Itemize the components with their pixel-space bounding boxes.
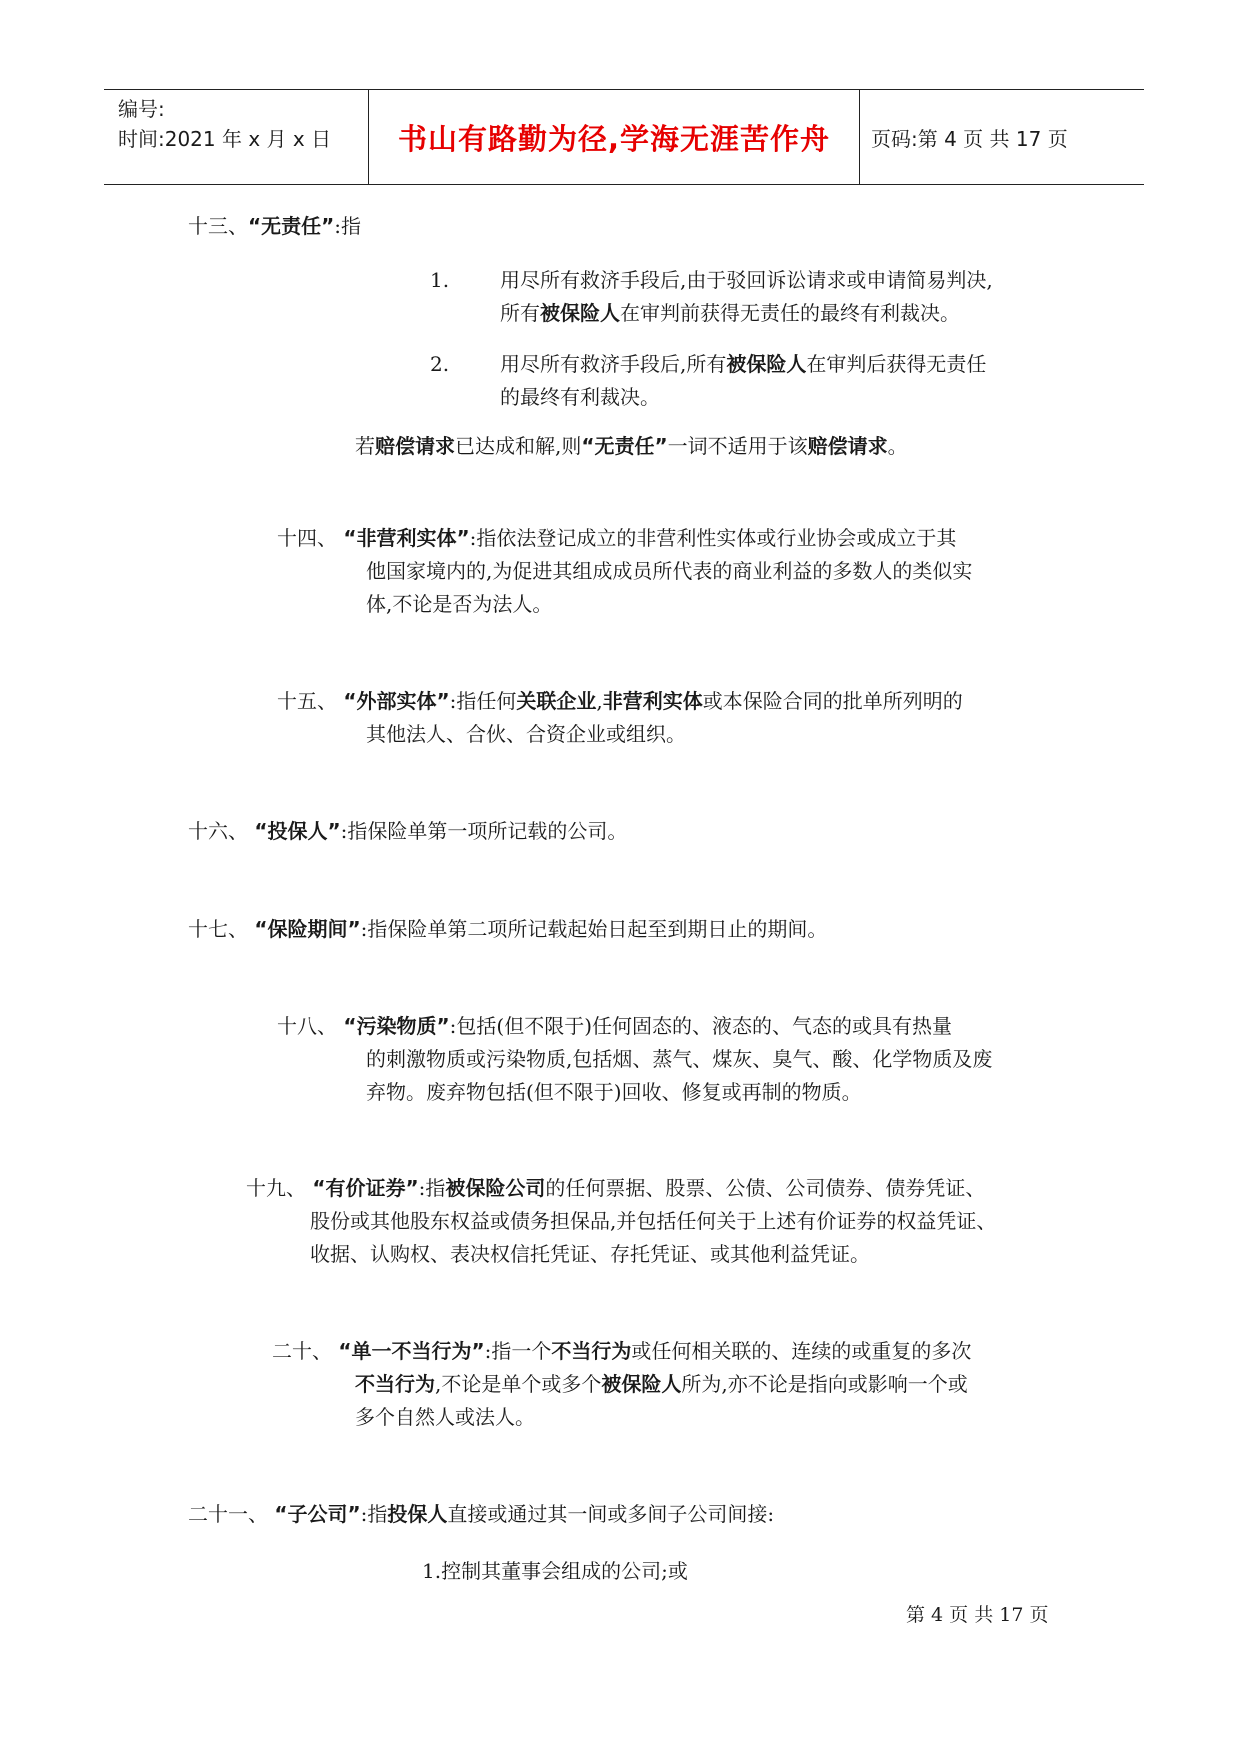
text-run: 所为,亦不论是指向或影响一个或 [681, 1372, 968, 1396]
defined-term: 关联企业 [516, 689, 597, 713]
text-run: :指保险单第一项所记载的公司。 [340, 819, 628, 843]
text-run: ,不论是单个或多个 [435, 1372, 602, 1396]
text-run: 的任何票据、股票、公债、公司债券、债券凭证、 [545, 1176, 986, 1200]
section-21-item: 1.控制其董事会组成的公司;或 [422, 1559, 688, 1583]
section-13-title [188, 210, 361, 243]
text-run: :指 [360, 1502, 388, 1526]
section-17-line [188, 913, 827, 946]
text-run: 在审判后获得无责任 [806, 352, 987, 376]
defined-term: 被保险公司 [445, 1176, 546, 1200]
text-run: 若 [355, 434, 375, 458]
section-number: 十六、 [188, 819, 248, 843]
header-left [118, 94, 363, 154]
section-number: 十四、 [277, 526, 337, 550]
defined-term: “单一不当行为” [338, 1339, 485, 1363]
section-number: 二十一、 [188, 1502, 268, 1526]
header-page-label: 页码:第 4 页 共 17 页 [871, 126, 1068, 151]
section-20-line [355, 1368, 968, 1401]
section-18-line [277, 1010, 952, 1043]
text-run: :指一个 [484, 1339, 552, 1363]
text-run: :指 [418, 1176, 446, 1200]
doc-number-label: 编号: [118, 97, 165, 121]
text-run: 。 [887, 434, 908, 458]
defined-term: 赔偿请求 [375, 434, 455, 458]
section-14-line: 他国家境内的,为促进其组成成员所代表的商业利益的多数人的类似实 [366, 559, 973, 583]
list-item-number: 1. [430, 268, 450, 292]
text-run: :指任何 [449, 689, 517, 713]
defined-term: 不当行为 [551, 1339, 632, 1363]
page-footer: 第 4 页 共 17 页 [906, 1604, 1049, 1626]
defined-term: 被保险人 [601, 1372, 682, 1396]
text-run: 或本保险合同的批单所列明的 [702, 689, 963, 713]
text-run: :指依法登记成立的非营利性实体或行业协会或成立于其 [469, 526, 957, 550]
section-number: 十五、 [277, 689, 337, 713]
section-21-line [188, 1498, 774, 1531]
list-item-line [500, 297, 960, 330]
defined-term: “子公司” [274, 1502, 361, 1526]
defined-term: “保险期间” [254, 917, 361, 941]
defined-term: “无责任” [248, 214, 335, 238]
defined-term: 赔偿请求 [807, 434, 888, 458]
section-15-line: 其他法人、合伙、合资企业或组织。 [366, 722, 686, 746]
section-19-line: 股份或其他股东权益或债务担保品,并包括任何关于上述有价证券的权益凭证、 [310, 1209, 997, 1233]
section-number: 二十、 [272, 1339, 332, 1363]
section-15-line [277, 685, 963, 718]
defined-term: 投保人 [387, 1502, 448, 1526]
section-20-line [272, 1335, 971, 1368]
defined-term: “有价证券” [312, 1176, 419, 1200]
list-item-line: 的最终有利裁决。 [500, 385, 660, 409]
section-13-note [355, 430, 908, 463]
defined-term: 非营利实体 [602, 689, 703, 713]
section-16-line [188, 815, 627, 848]
section-19-line [246, 1172, 985, 1205]
header-slogan: 书山有路勤为径,学海无涯苦作舟 [397, 121, 831, 156]
list-item-number: 2. [430, 352, 450, 376]
defined-term: 被保险人 [726, 352, 807, 376]
time-label: 时间:2021 年 x 月 x 日 [118, 127, 332, 151]
defined-term: “投保人” [254, 819, 341, 843]
text-run: :指保险单第二项所记载起始日起至到期日止的期间。 [360, 917, 828, 941]
defined-term: 不当行为 [355, 1372, 435, 1396]
text-run: 已达成和解,则 [455, 434, 582, 458]
list-item-line [500, 348, 986, 381]
section-14-line: 体,不论是否为法人。 [366, 592, 553, 616]
text-run: 用尽所有救济手段后,所有 [500, 352, 727, 376]
section-20-line: 多个自然人或法人。 [355, 1405, 535, 1429]
section-number: 十九、 [246, 1176, 306, 1200]
text-run: 一词不适用于该 [667, 434, 808, 458]
text-run: 在审判前获得无责任的最终有利裁决。 [620, 301, 960, 325]
section-text: :指 [334, 214, 362, 238]
section-14-line [277, 522, 956, 555]
section-number: 十三、 [188, 214, 248, 238]
text-run: :包括(但不限于)任何固态的、液态的、气态的或具有热量 [449, 1014, 952, 1038]
header-divider [859, 90, 860, 184]
list-item-line: 用尽所有救济手段后,由于驳回诉讼请求或申请简易判决, [500, 268, 993, 292]
section-number: 十八、 [277, 1014, 337, 1038]
section-19-line: 收据、认购权、表决权信托凭证、存托凭证、或其他利益凭证。 [310, 1242, 870, 1266]
defined-term: “非营利实体” [343, 526, 470, 550]
section-18-line: 弃物。废弃物包括(但不限于)回收、修复或再制的物质。 [366, 1080, 862, 1104]
header-divider [368, 90, 369, 184]
defined-term: “无责任” [581, 434, 668, 458]
text-run: 所有 [500, 301, 540, 325]
section-number: 十七、 [188, 917, 248, 941]
text-run: , [596, 689, 603, 713]
defined-term: “污染物质” [343, 1014, 450, 1038]
defined-term: 被保险人 [540, 301, 620, 325]
text-run: 或任何相关联的、连续的或重复的多次 [631, 1339, 972, 1363]
page-header [104, 89, 1144, 185]
text-run: 直接或通过其一间或多间子公司间接: [447, 1502, 775, 1526]
defined-term: “外部实体” [343, 689, 450, 713]
section-18-line: 的刺激物质或污染物质,包括烟、蒸气、煤灰、臭气、酸、化学物质及废 [366, 1047, 993, 1071]
